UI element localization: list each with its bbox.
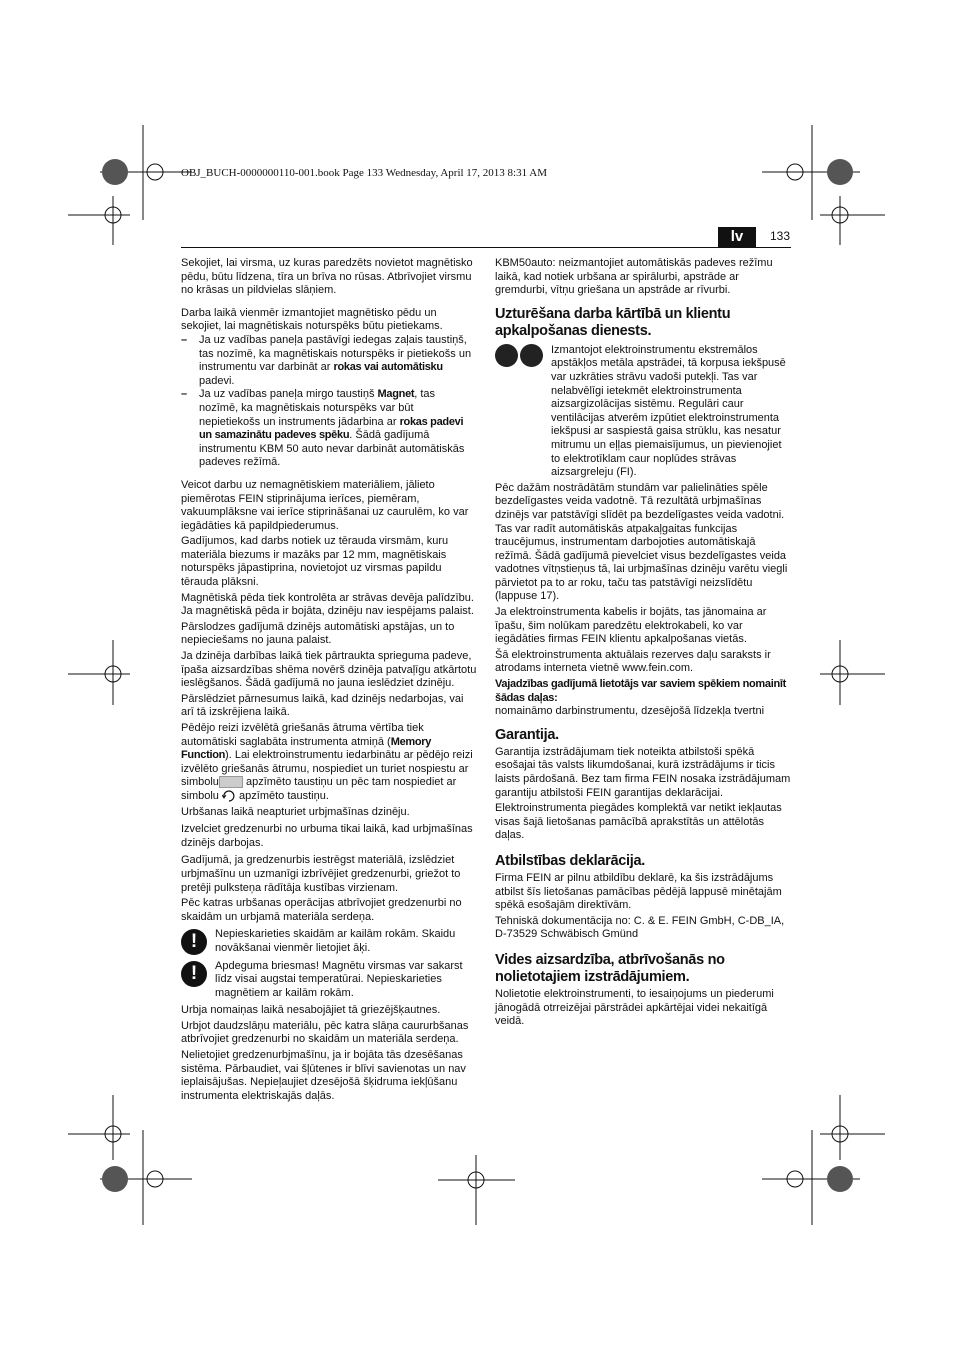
warning-note: ! Apdeguma briesmas! Magnētu virsmas var sakarst līdz visai augstai temperatūrai. Nepieskarieties magnētiem ar kailām rokām. <box>181 960 477 1001</box>
paragraph: Gadījumā, ja gredzenurbis iestrēgst materiālā, izslēdziet urbjmašīnu un uzmanīgi izbrīvējiet gredzenurbi, griežot to pretēji pulksteņa rādītāja kustības virzienam. <box>181 854 461 894</box>
paragraph: Garantija izstrādājumam tiek noteikta atbilstoši spēkā esošajai tās valsts likumdošanai, kurā izstrādājums ir ticis laists pārdošanā. Bez tam firma FEIN nosaka izstrādājumam garantiju atbilstoši FEIN garantijas deklarācijai. <box>495 745 791 799</box>
rotation-icon <box>222 790 236 802</box>
paragraph: Nelietojiet gredzenurbjmašīnu, ja ir bojāta tās dzesēšanas sistēma. Pārbaudiet, vai šļūtenes ir blīvi savienotas un nav ieplaisājušas. Nepieļaujiet dzesējošā šķidruma iekļūšanu instrumenta elektriskajās daļās. <box>181 1049 466 1102</box>
paragraph: Magnētiskā pēda tiek kontrolēta ar strāvas devēja palīdzību. Ja magnētiskā pēda ir bojāta, dzinēju nav iespējams palaist. <box>181 591 474 618</box>
paragraph: Gadījumos, kad darbs notiek uz tērauda virsmām, kuru materiāla biezums ir mazāks par 12 mm, magnētiskais noturspēks jāpastiprina, novietojot uz virsmas papildu tērauda plāksni. <box>181 535 449 589</box>
language-tab: lv <box>718 227 756 247</box>
warning-icon: ! <box>181 929 207 955</box>
section-heading: Atbilstības deklarācija. <box>495 852 645 869</box>
page-number: 133 <box>770 229 791 243</box>
list-item: – Ja uz vadības paneļa pastāvīgi iedegas zaļais taustiņš, tas nozīmē, ka magnētiskais noturspēks ir pietiekošs un instrumentu var darbināt ar rokas vai automātisku padevi. <box>181 334 477 388</box>
goggles-icon <box>495 344 518 367</box>
paragraph: Nolietotie elektroinstrumenti, to iesaiņojums un piederumi jānogādā otrreizējai pārstrādei apkārtējai videi nekaitīgā veidā. <box>495 987 774 1028</box>
paragraph: Pārslodzes gadījumā dzinējs automātiski apstājas, un to nepieciešams no jauna palaist. <box>181 620 455 647</box>
paragraph: Urbja nomaiņas laikā nesabojājiet tā griezējšķautnes. <box>181 1004 441 1017</box>
ppe-note: Izmantojot elektroinstrumentu ekstremālos apstākļos metāla apstrādei, tā korpusa iekšpusē var uzkrāties strāvu vadoši putekļi. Tas var nelabvēlīgi ietekmēt elektroinstrumenta aizsargizolācijas sistēmu. Regulāri caur ventilācijas atverēm izpūtiet elektroinstrumenta iekšpusi ar saspiestā gaisa strūklu, kas nesatur mitrumu un eļļas piemaisījumus, un pievienojiet to elektrotīklam caur noplūdes strāvas aizsargreleju (FI). <box>495 344 791 480</box>
paragraph: Pārslēdziet pārnesumus laikā, kad dzinējs nedarbojas, vai arī tā izskrējiena laikā. <box>181 692 464 719</box>
warning-icon: ! <box>181 961 207 987</box>
paragraph: Ja elektroinstrumenta kabelis ir bojāts, tas jānomaina ar īpašu, šim nolūkam paredzētu elektrokabeli, ko var iegādāties firmas FEIN klientu apkalpošanas vietās. <box>495 606 767 646</box>
paragraph: Ja dzinēja darbības laikā tiek pārtraukta sprieguma padeve, īpaša aizsardzības shēma novērš dzinēja patvaļīgu atkārtotu ieslēgšanos. Šādā gadījumā no jauna ieslēdziet dzinēju. <box>181 650 477 690</box>
memory-button-icon <box>219 776 243 788</box>
paragraph: Vajadzības gadījumā lietotājs var saviem spēkiem nomainīt šādas daļas: <box>495 678 787 704</box>
paragraph: Izvelciet gredzenurbi no urbuma tikai laikā, kad urbjmašīnas dzinējs darbojas. <box>181 823 473 849</box>
paragraph: Veicot darbu uz nemagnētiskiem materiāliem, jālieto piemērotas FEIN stiprinājuma ierīces, piemēram, vakuumplāksne vai ierīce stiprināšanai uz caurulēm, ko var iegādāties kā papildpiederumus. <box>181 478 469 532</box>
section-heading: Garantija. <box>495 726 559 743</box>
list-item: – Ja uz vadības paneļa mirgo taustiņš Magnet, tas nozīmē, ka magnētiskais noturspēks var būt nepietiekošs un instruments jādarbina ar rokas padevi un samazinātu padeves spēku. Šādā gadījumā instrumentu KBM 50 auto nevar darbināt automātiskās padeves režīmā. <box>181 388 477 470</box>
paragraph: Pēc dažām nostrādātām stundām var palielināties spēle bezdelīgastes veida vadotnē. Tā rezultātā urbjmašīnas dzinējs var patstāvīgi slīdēt pa bezdelīgastes veida vadotni. Tas var radīt automātiskās atpakaļgaitas funkcijas traucējumus, instrumentam darbojoties automātiskajā režīmā. Šādā gadījumā pievelciet visus bezdelīgastes veida vadotnes vītņstieņus tā, lai urbjmašīnas dzinēju varētu viegli pārvietot pa to ar roku, taču tas patstāvīgi neizslīdētu (lappuse 17). <box>495 481 788 603</box>
paragraph: Pēc katras urbšanas operācijas atbrīvojiet gredzenurbi no skaidām un urbjamā materiāla serdeņa. <box>181 897 462 923</box>
manual-icon <box>520 344 543 367</box>
warning-note: ! Nepieskarieties skaidām ar kailām rokām. Skaidu novākšanai vienmēr lietojiet āķi. <box>181 928 477 955</box>
paragraph: Firma FEIN ar pilnu atbildību deklarē, ka šis izstrādājums atbilst šīs lietošanas pamācības pēdējā lappusē minētajām spēkā esošajām direktīvām. <box>495 871 782 912</box>
paragraph: nomaināmo darbinstrumentu, dzesējošā līdzekļa tvertni <box>495 705 765 718</box>
paragraph: Urbjot daudzslāņu materiālu, pēc katra slāņa caururbšanas atbrīvojiet gredzenurbi no skaidām un materiāla serdeņa. <box>181 1019 469 1046</box>
paragraph: Tehniskā dokumentācija no: C. & E. FEIN GmbH, C-DB_IA, D-73529 Schwäbisch Gmünd <box>495 914 785 941</box>
left-column <box>181 257 477 1103</box>
paragraph: Darba laikā vienmēr izmantojiet magnētisko pēdu un sekojiet, lai magnētiskais noturspēks būtu pietiekams. <box>181 306 443 333</box>
paragraph: Sekojiet, lai virsma, uz kuras paredzēts novietot magnētisko pēdu, būtu līdzena, tīra un brīva no rūsas. Atbrīvojiet virsmu no krāsas un pildvielas slāņiem. <box>181 257 473 297</box>
paragraph: Pēdējo reizi izvēlētā griešanās ātruma vērtība tiek automātiski saglabāta instrumenta atmiņā (Memory Function). Lai elektroinstrumentu iedarbinātu ar pēdējo reizi izvēlēto griešanās ātrumu, nospiediet un turiet nospiestu ar simbolu apzīmēto taustiņu un pēc tam nospiediet ar simbolu apzīmēto taustiņu. <box>181 722 473 802</box>
paragraph: KBM50auto: neizmantojiet automātiskās padeves režīmu laikā, kad notiek urbšana ar spirālurbi, apstrāde ar gremdurbi, vītņu griešana un apstrāde ar rīvurbi. <box>495 257 773 297</box>
header-rule <box>181 247 791 248</box>
file-slug: OBJ_BUCH-0000000110-001.book Page 133 Wednesday, April 17, 2013 8:31 AM <box>181 167 547 179</box>
section-heading: Vides aizsardzība, atbrīvošanās no nolietotajiem izstrādājumiem. <box>495 951 725 985</box>
paragraph: Elektroinstrumenta piegādes komplektā var netikt iekļautas visas šajā lietošanas pamācībā aprakstītās un attēlotās daļas. <box>495 802 782 842</box>
section-heading: Uzturēšana darba kārtībā un klientu apkalpošanas dienests. <box>495 305 731 339</box>
paragraph: Šā elektroinstrumenta aktuālais rezerves daļu saraksts ir atrodams interneta vietnē www.fein.com. <box>495 648 771 675</box>
paragraph: Urbšanas laikā neapturiet urbjmašīnas dzinēju. <box>181 805 410 818</box>
right-column <box>495 257 791 1029</box>
